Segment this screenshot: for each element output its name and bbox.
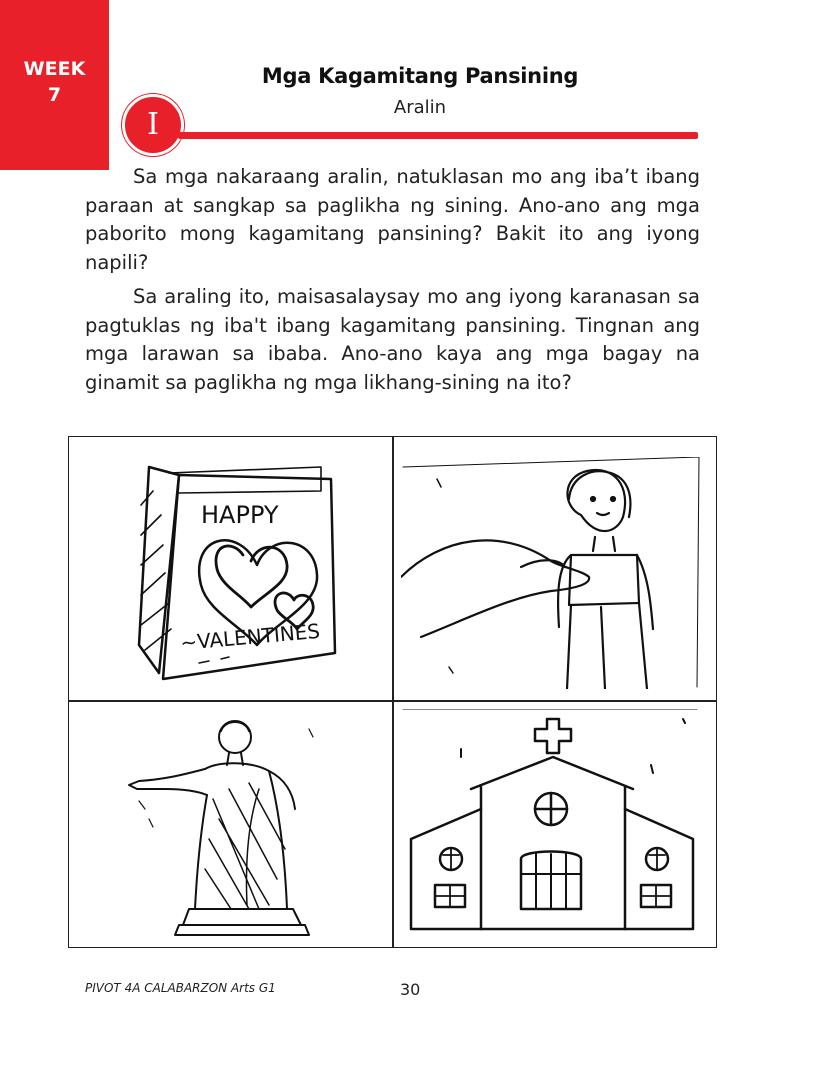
statue-illustration <box>109 709 359 941</box>
girl-figure-illustration <box>401 457 701 689</box>
grid-divider-vertical <box>392 437 394 947</box>
footer-source: PIVOT 4A CALABARZON Arts G1 <box>85 981 276 995</box>
valentine-card-illustration <box>89 445 379 693</box>
intro-paragraph <box>85 163 700 277</box>
page-number: 30 <box>400 980 421 999</box>
card-happy-text: HAPPY <box>201 501 279 529</box>
page-subtitle: Aralin <box>393 97 447 118</box>
church-illustration <box>401 709 701 941</box>
instruction-paragraph-text: Sa araling ito, maisasalaysay mo ang iyong karanasan sa pagtuklas ng iba't ibang kagamitang pansining. Tingnan ang mga larawan sa ibaba. Ano-ano kaya ang mga bagay na ginamit sa paglikha ng mga likhang-sining na ito? <box>85 285 700 394</box>
intro-paragraph-text: Sa mga nakaraang aralin, natuklasan mo ang iba’t ibang paraan at sangkap sa paglikha ng sining. Ano-ano ang mga paborito mong kagamitang pansining? Bakit ito ang iyong napili? <box>85 165 700 274</box>
header-divider <box>178 132 698 139</box>
page-title: Mga Kagamitang Pansining <box>261 64 579 88</box>
section-badge: I <box>122 94 184 156</box>
illustration-grid <box>68 436 717 948</box>
grid-divider-horizontal <box>69 700 716 702</box>
week-label: WEEK <box>23 58 86 80</box>
week-number: 7 <box>47 84 62 106</box>
week-tab <box>0 0 109 170</box>
instruction-paragraph <box>85 283 700 397</box>
card-valentines-text: ~VALENTINES <box>179 618 321 655</box>
